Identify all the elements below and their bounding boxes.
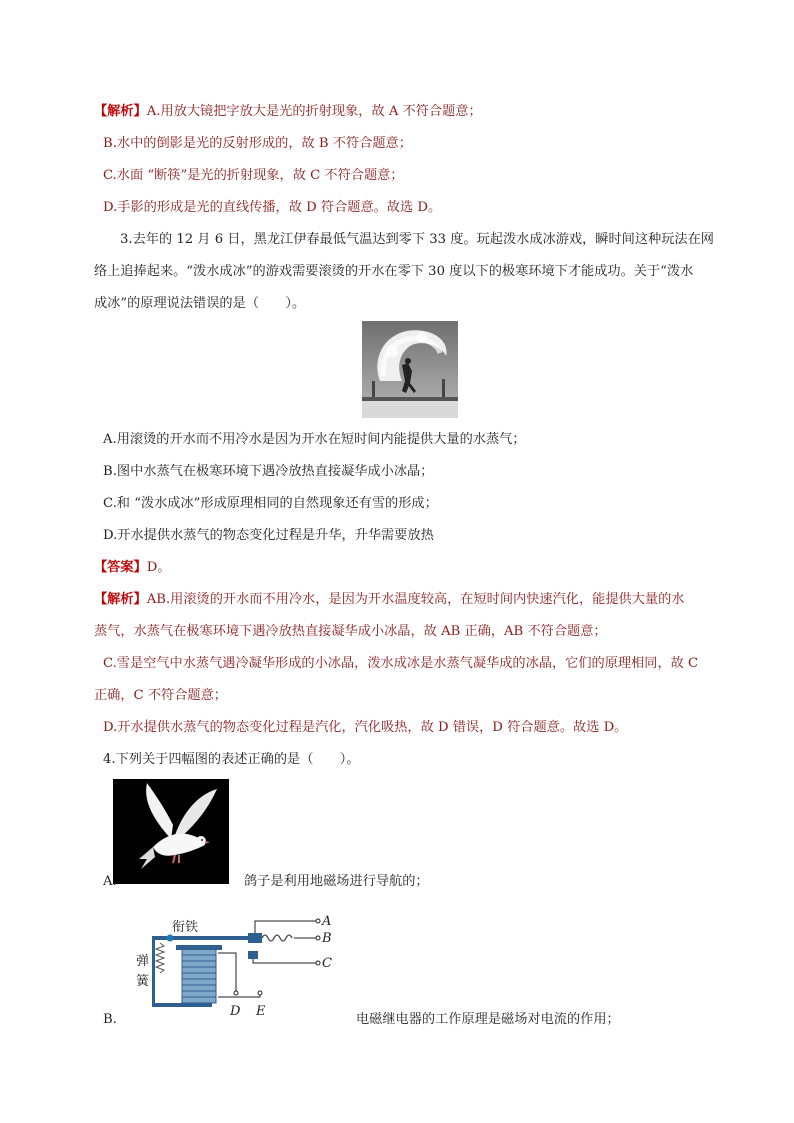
q4-option-a-text: 鸽子是利用地磁场进行导航的； — [244, 874, 429, 889]
q3-answer — [94, 559, 171, 577]
analysis-text: AB.用滚烫的开水而不用冷水，是因为开水温度较高，在短时间内快速汽化，能提供大量的水 — [146, 592, 685, 607]
dove-photo — [113, 779, 229, 884]
terminal-e: E — [256, 1004, 266, 1019]
terminal-c: C — [322, 956, 332, 971]
q3-option-d: D.开水提供水蒸气的物态变化过程是升华，升华需要放热 — [103, 528, 434, 543]
spring-label-1: 弹 — [136, 954, 150, 969]
analysis-tag: 【解析】 — [94, 104, 147, 119]
q3-analysis-line-1 — [94, 591, 684, 609]
answer-value: D。 — [146, 560, 171, 575]
terminal-a: A — [322, 914, 332, 929]
q3-stem-line-3: 成冰”的原理说法错误的是（ ）。 — [94, 296, 306, 311]
q3-stem-line-1: 3.去年的 12 月 6 日，黑龙江伊春最低气温达到零下 33 度。玩起泼水成冰游戏，瞬时间这种玩法在网 — [120, 232, 714, 247]
q3-analysis-line-5: D.开水提供水蒸气的物态变化过程是汽化，汽化吸热，故 D 错误，D 符合题意。故选 D。 — [103, 720, 628, 735]
answer-tag: 【答案】 — [94, 560, 147, 575]
q2-analysis-line-b: B.水中的倒影是光的反射形成的，故 B 不符合题意； — [103, 136, 412, 151]
armature-label: 衔铁 — [172, 920, 199, 935]
q2-analysis-line-a — [94, 103, 482, 121]
q3-option-c: C.和 “泼水成冰”形成原理相同的自然现象还有雪的形成； — [103, 496, 438, 511]
q4-option-a-label: A. — [103, 874, 117, 889]
q3-analysis-line-4: 正确，C 不符合题意； — [94, 688, 227, 703]
q3-analysis-line-3: C.雪是空气中水蒸气遇冷凝华形成的小冰晶，泼水成冰是水蒸气凝华成的冰晶，它们的原理相同，故 C — [103, 656, 699, 671]
q3-option-b: B.图中水蒸气在极寒环境下遇冷放热直接凝华成小冰晶； — [103, 464, 434, 479]
q4-option-b-text: 电磁继电器的工作原理是磁场对电流的作用； — [356, 1012, 620, 1027]
q4-option-b-label: B. — [103, 1012, 117, 1027]
spring-label-2: 簧 — [136, 974, 150, 989]
q3-stem-line-2: 络上追捧起来。“泼水成冰”的游戏需要滚烫的开水在零下 30 度以下的极寒环境下才能成功。关于“泼水 — [94, 264, 694, 279]
q3-analysis-line-2: 蒸气，水蒸气在极寒环境下遇冷放热直接凝华成小冰晶，故 AB 正确，AB 不符合题意； — [94, 624, 607, 639]
q2-analysis-line-c: C.水面 “断筷”是光的折射现象，故 C 不符合题意； — [103, 168, 404, 183]
q2-analysis-line-d: D.手影的形成是光的直线传播，故 D 符合题意。故选 D。 — [103, 200, 442, 215]
analysis-text: A.用放大镜把字放大是光的折射现象，故 A 不符合题意； — [146, 104, 482, 119]
terminal-b: B — [322, 931, 332, 946]
analysis-tag: 【解析】 — [94, 592, 147, 607]
relay-diagram — [130, 913, 330, 1021]
q3-option-a: A.用滚烫的开水而不用冷水是因为开水在短时间内能提供大量的水蒸气； — [103, 432, 526, 447]
q4-stem: 4.下列关于四幅图的表述正确的是（ ）。 — [103, 752, 360, 767]
splash-ice-photo — [362, 321, 458, 418]
terminal-d: D — [230, 1004, 241, 1019]
